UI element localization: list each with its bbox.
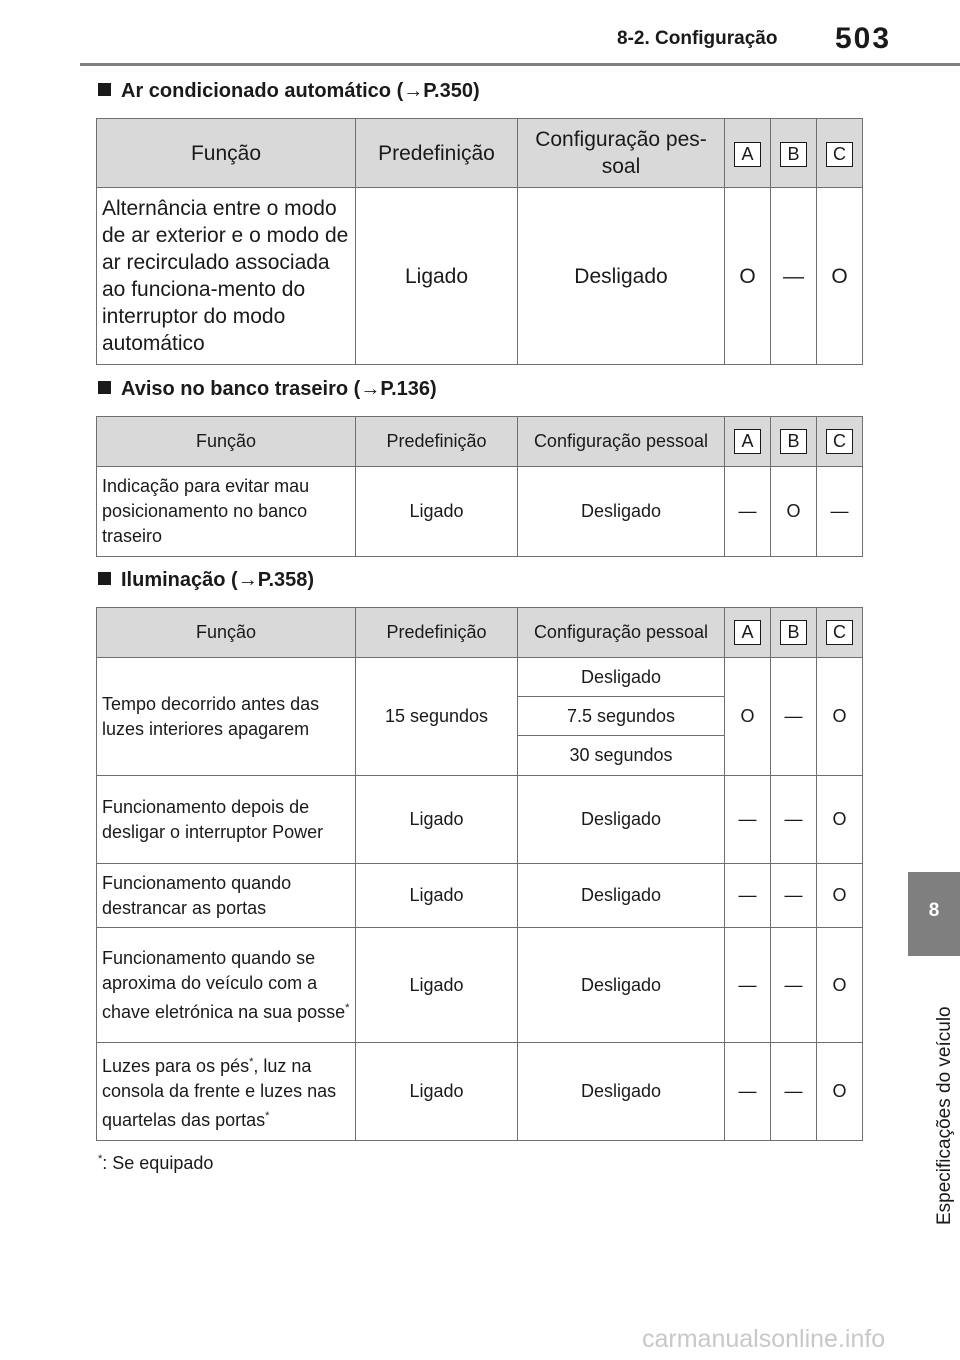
arrow-right-icon: → xyxy=(403,80,424,102)
cell-funcao: Funcionamento quando destrancar as portas xyxy=(97,864,356,928)
bullet-square-icon xyxy=(98,572,111,585)
header-a: A xyxy=(725,119,771,188)
section-title-ar-condicionado: Ar condicionado automático (→P.350) xyxy=(98,80,480,103)
table-row xyxy=(97,776,863,864)
arrow-right-icon: → xyxy=(237,569,258,591)
cell-funcao: Alternância entre o modo de ar exterior e o modo de ar recirculado associada ao funciona-mento do interruptor do modo automático xyxy=(97,188,356,365)
page-ref-link[interactable]: P.350) xyxy=(423,80,480,102)
header-c: C xyxy=(817,608,863,658)
table-row xyxy=(97,1043,863,1141)
footnote-marker: * xyxy=(249,1056,254,1068)
cell-configuracao: Desligado xyxy=(518,188,725,365)
cell-c: O xyxy=(817,658,863,776)
table-row xyxy=(97,188,863,365)
table-header-row xyxy=(97,417,863,467)
header-b: B xyxy=(771,119,817,188)
cell-predefinicao: Ligado xyxy=(356,1043,518,1141)
chapter-number: 8 xyxy=(928,900,940,921)
header-funcao: Função xyxy=(97,608,356,658)
cell-b: — xyxy=(771,776,817,864)
cell-funcao: Funcionamento depois de desligar o interruptor Power xyxy=(97,776,356,864)
section-heading: 8-2. Configuração xyxy=(617,28,778,49)
cell-b: — xyxy=(771,864,817,928)
page-ref-link[interactable]: P.136) xyxy=(380,378,437,400)
cell-a: — xyxy=(725,467,771,557)
cell-configuracao-option: 30 segundos xyxy=(518,736,725,776)
cell-configuracao: Desligado xyxy=(518,776,725,864)
cell-c: O xyxy=(817,928,863,1043)
cell-a: — xyxy=(725,776,771,864)
header-configuracao: Configuração pes-soal xyxy=(518,119,725,188)
bullet-square-icon xyxy=(98,83,111,96)
cell-configuracao: Desligado xyxy=(518,864,725,928)
header-c: C xyxy=(817,119,863,188)
cell-c: O xyxy=(817,1043,863,1141)
cell-configuracao-option: Desligado xyxy=(518,658,725,697)
bullet-square-icon xyxy=(98,381,111,394)
table-aviso-banco xyxy=(96,416,863,557)
cell-configuracao: Desligado xyxy=(518,1043,725,1141)
header-funcao: Função xyxy=(97,417,356,467)
cell-predefinicao: 15 segundos xyxy=(356,658,518,776)
cell-a: O xyxy=(725,658,771,776)
cell-funcao: Luzes para os pés*, luz na consola da frente e luzes nas quartelas das portas* xyxy=(97,1043,356,1141)
table-ar-condicionado xyxy=(96,118,863,365)
cell-predefinicao: Ligado xyxy=(356,188,518,365)
header-configuracao: Configuração pessoal xyxy=(518,417,725,467)
cell-b: — xyxy=(771,188,817,365)
cell-a: — xyxy=(725,1043,771,1141)
cell-predefinicao: Ligado xyxy=(356,864,518,928)
cell-c: O xyxy=(817,188,863,365)
cell-c: O xyxy=(817,776,863,864)
cell-b: — xyxy=(771,1043,817,1141)
table-row xyxy=(97,928,863,1043)
table-row xyxy=(97,864,863,928)
cell-a: — xyxy=(725,864,771,928)
cell-a: — xyxy=(725,928,771,1043)
cell-c: — xyxy=(817,467,863,557)
chapter-label: Especificações do veículo xyxy=(934,1006,955,1225)
cell-funcao: Tempo decorrido antes das luzes interiores apagarem xyxy=(97,658,356,776)
header-predefinicao: Predefinição xyxy=(356,608,518,658)
header-a: A xyxy=(725,608,771,658)
header-a: A xyxy=(725,417,771,467)
cell-a: O xyxy=(725,188,771,365)
cell-b: O xyxy=(771,467,817,557)
table-row xyxy=(97,658,863,697)
table-header-row xyxy=(97,119,863,188)
footnote-marker: * xyxy=(98,1153,103,1165)
cell-funcao: Indicação para evitar mau posicionamento no banco traseiro xyxy=(97,467,356,557)
header-c: C xyxy=(817,417,863,467)
header-funcao: Função xyxy=(97,119,356,188)
page-ref-link[interactable]: P.358) xyxy=(257,569,315,591)
header-configuracao: Configuração pessoal xyxy=(518,608,725,658)
cell-b: — xyxy=(771,658,817,776)
watermark: carmanualsonline.info xyxy=(642,1325,886,1353)
cell-configuracao: Desligado xyxy=(518,928,725,1043)
header-b: B xyxy=(771,608,817,658)
table-header-row xyxy=(97,608,863,658)
header-b: B xyxy=(771,417,817,467)
cell-funcao: Funcionamento quando se aproxima do veículo com a chave eletrónica na sua posse* xyxy=(97,928,356,1043)
arrow-right-icon: → xyxy=(360,378,381,400)
cell-c: O xyxy=(817,864,863,928)
header-divider xyxy=(80,63,960,66)
table-row xyxy=(97,467,863,557)
cell-configuracao: Desligado xyxy=(518,467,725,557)
cell-predefinicao: Ligado xyxy=(356,776,518,864)
page-number: 503 xyxy=(835,22,892,55)
header-predefinicao: Predefinição xyxy=(356,119,518,188)
table-iluminacao xyxy=(96,607,863,1141)
cell-predefinicao: Ligado xyxy=(356,928,518,1043)
section-title-iluminacao: Iluminação (→P.358) xyxy=(98,569,314,592)
cell-predefinicao: Ligado xyxy=(356,467,518,557)
footnote: *: Se equipado xyxy=(98,1153,214,1173)
section-title-aviso-banco: Aviso no banco traseiro (→P.136) xyxy=(98,378,437,401)
cell-configuracao-option: 7.5 segundos xyxy=(518,697,725,736)
header-predefinicao: Predefinição xyxy=(356,417,518,467)
cell-b: — xyxy=(771,928,817,1043)
footnote-marker: * xyxy=(345,1001,350,1014)
footnote-marker: * xyxy=(265,1110,270,1122)
